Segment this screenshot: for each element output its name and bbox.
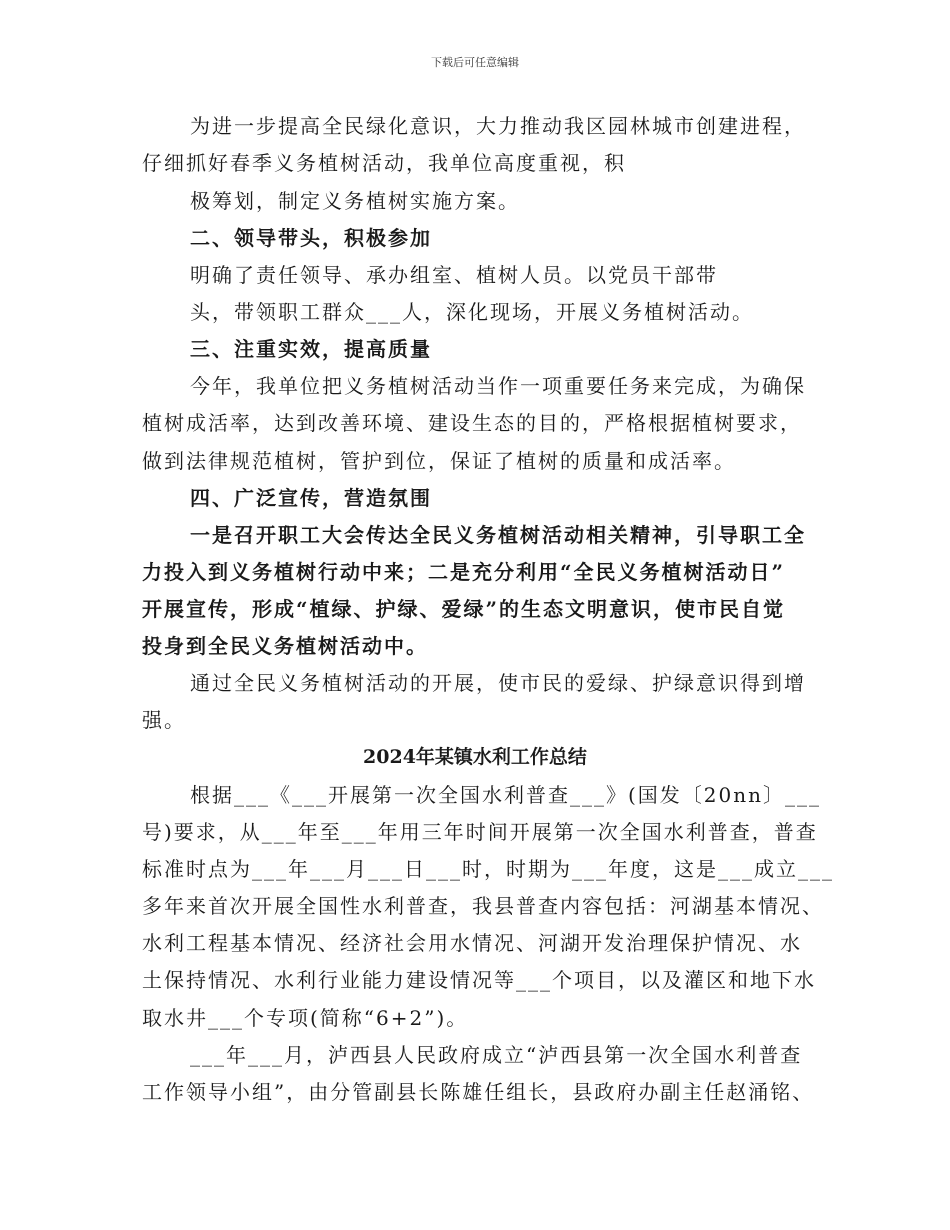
- section-heading: 二、领导带头，积极参加: [190, 226, 432, 250]
- bold-paragraph-line: 一是召开职工大会传达全民义务植树活动相关精神，引导职工全: [190, 523, 806, 547]
- document-title: 2024年某镇水利工作总结: [363, 746, 587, 768]
- bold-paragraph-line: 力投入到义务植树行动中来；二是充分利用“全民义务植树活动日”: [142, 560, 786, 584]
- paragraph-line: 植树成活率，达到改善环境、建设生态的目的，严格根据植树要求，: [142, 411, 802, 435]
- paragraph-line: 取水井___个专项(简称“6+2”)。: [142, 1006, 469, 1030]
- bold-paragraph-line: 开展宣传，形成“植绿、护绿、爱绿”的生态文明意识，使市民自觉: [142, 597, 786, 621]
- paragraph-line: 标准时点为___年___月___日___时，时期为___年度，这是___成立___: [142, 857, 834, 881]
- paragraph-line: 号)要求，从___年至___年用三年时间开展第一次全国水利普查，普查: [142, 820, 818, 844]
- paragraph-line: 仔细抓好春季义务植树活动，我单位高度重视，积: [142, 151, 626, 175]
- paragraph-line: 为进一步提高全民绿化意识，大力推动我区园林城市创建进程，: [190, 114, 806, 138]
- section-heading: 四、广泛宣传，营造氛围: [190, 486, 432, 510]
- paragraph-line: 强。: [142, 708, 186, 732]
- paragraph-line: 通过全民义务植树活动的开展，使市民的爱绿、护绿意识得到增: [190, 671, 806, 695]
- bold-paragraph-line: 投身到全民义务植树活动中。: [142, 634, 428, 658]
- paragraph-line: 今年，我单位把义务植树活动当作一项重要任务来完成，为确保: [190, 374, 806, 398]
- paragraph-line: 根据___《___开展第一次全国水利普查___》(国发〔20nn〕___: [190, 783, 822, 807]
- paragraph-line: 头，带领职工群众___人，深化现场，开展义务植树活动。: [190, 300, 754, 324]
- paragraph-line: 水利工程基本情况、经济社会用水情况、河湖开发治理保护情况、水: [142, 931, 802, 955]
- paragraph-line: 明确了责任领导、承办组室、植树人员。以党员干部带: [190, 263, 718, 287]
- paragraph-line: 土保持情况、水利行业能力建设情况等___个项目，以及灌区和地下水: [142, 968, 816, 992]
- page-header: 下载后可任意编辑: [431, 56, 519, 69]
- paragraph-line: 极筹划，制定义务植树实施方案。: [190, 189, 520, 213]
- section-heading: 三、注重实效，提高质量: [190, 337, 432, 361]
- paragraph-line: ___年___月，泸西县人民政府成立“泸西县第一次全国水利普查: [190, 1043, 803, 1067]
- paragraph-line: 多年来首次开展全国性水利普查，我县普查内容包括：河湖基本情况、: [142, 894, 824, 918]
- paragraph-line: 做到法律规范植树，管护到位，保证了植树的质量和成活率。: [142, 449, 736, 473]
- paragraph-line: 工作领导小组”，由分管副县长陈雄任组长，县政府办副主任赵涌铭、: [142, 1080, 815, 1104]
